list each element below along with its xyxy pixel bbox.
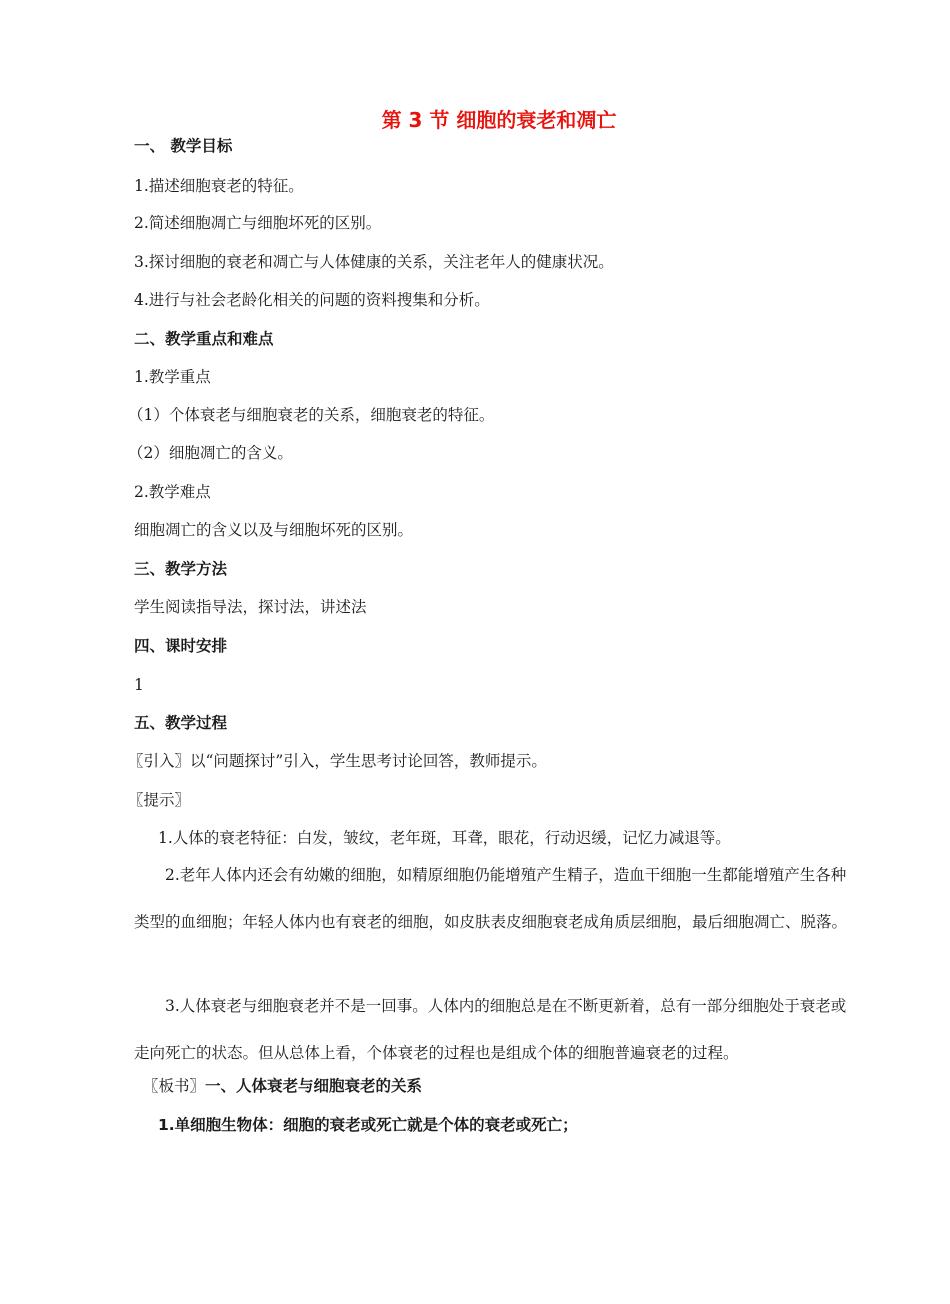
difficulty-label: 2.教学难点	[134, 483, 211, 501]
focus-item: （1）个体衰老与细胞衰老的关系，细胞衰老的特征。	[128, 406, 495, 424]
section-heading-schedule: 四、课时安排	[134, 637, 228, 655]
section-heading-methods: 三、教学方法	[134, 560, 228, 578]
objective-item: 2.简述细胞凋亡与细胞坏死的区别。	[134, 214, 382, 232]
hint-item: 3.人体衰老与细胞衰老并不是一回事。人体内的细胞总是在不断更新着，总有一部分细胞处于衰老或走向死亡的状态。但从总体上看，个体衰老的过程也是组成个体的细胞普遍衰老的过程。	[134, 997, 847, 1062]
difficulty-text: 细胞凋亡的含义以及与细胞坏死的区别。	[134, 521, 414, 539]
hint-item: 1.人体的衰老特征：白发，皱纹，老年斑，耳聋，眼花，行动迟缓，记忆力减退等。	[158, 829, 731, 847]
section-heading-objectives: 一、 教学目标	[134, 137, 233, 155]
section-heading-key-points: 二、教学重点和难点	[134, 330, 274, 348]
methods-text: 学生阅读指导法，探讨法，讲述法	[134, 598, 367, 616]
board-heading	[143, 1076, 873, 1096]
board-prefix: 〖板书〗	[143, 1077, 206, 1095]
board-item: 1.单细胞生物体：细胞的衰老或死亡就是个体的衰老或死亡；	[158, 1116, 578, 1134]
objective-item: 1.描述细胞衰老的特征。	[134, 177, 304, 195]
intro-text: 〖引入〗以“问题探讨”引入，学生思考讨论回答，教师提示。	[128, 752, 547, 770]
focus-item: （2）细胞凋亡的含义。	[128, 444, 293, 462]
schedule-text: 1	[134, 676, 144, 694]
board-title: 一、人体衰老与细胞衰老的关系	[205, 1077, 423, 1095]
section-heading-process: 五、教学过程	[134, 714, 228, 732]
objective-item: 3.探讨细胞的衰老和凋亡与人体健康的关系，关注老年人的健康状况。	[134, 253, 614, 271]
objective-item: 4.进行与社会老龄化相关的问题的资料搜集和分析。	[134, 291, 490, 309]
document-title: 第 3 节 细胞的衰老和凋亡	[381, 108, 617, 132]
hint-item: 2.老年人体内还会有幼嫩的细胞，如精原细胞仍能增殖产生精子，造血干细胞一生都能增殖产生各种类型的血细胞；年轻人体内也有衰老的细胞，如皮肤表皮细胞衰老成角质层细胞，最后细胞凋亡、脱落。	[134, 866, 848, 931]
hint-label: 〖提示〗	[128, 791, 191, 809]
focus-label: 1.教学重点	[134, 368, 211, 386]
